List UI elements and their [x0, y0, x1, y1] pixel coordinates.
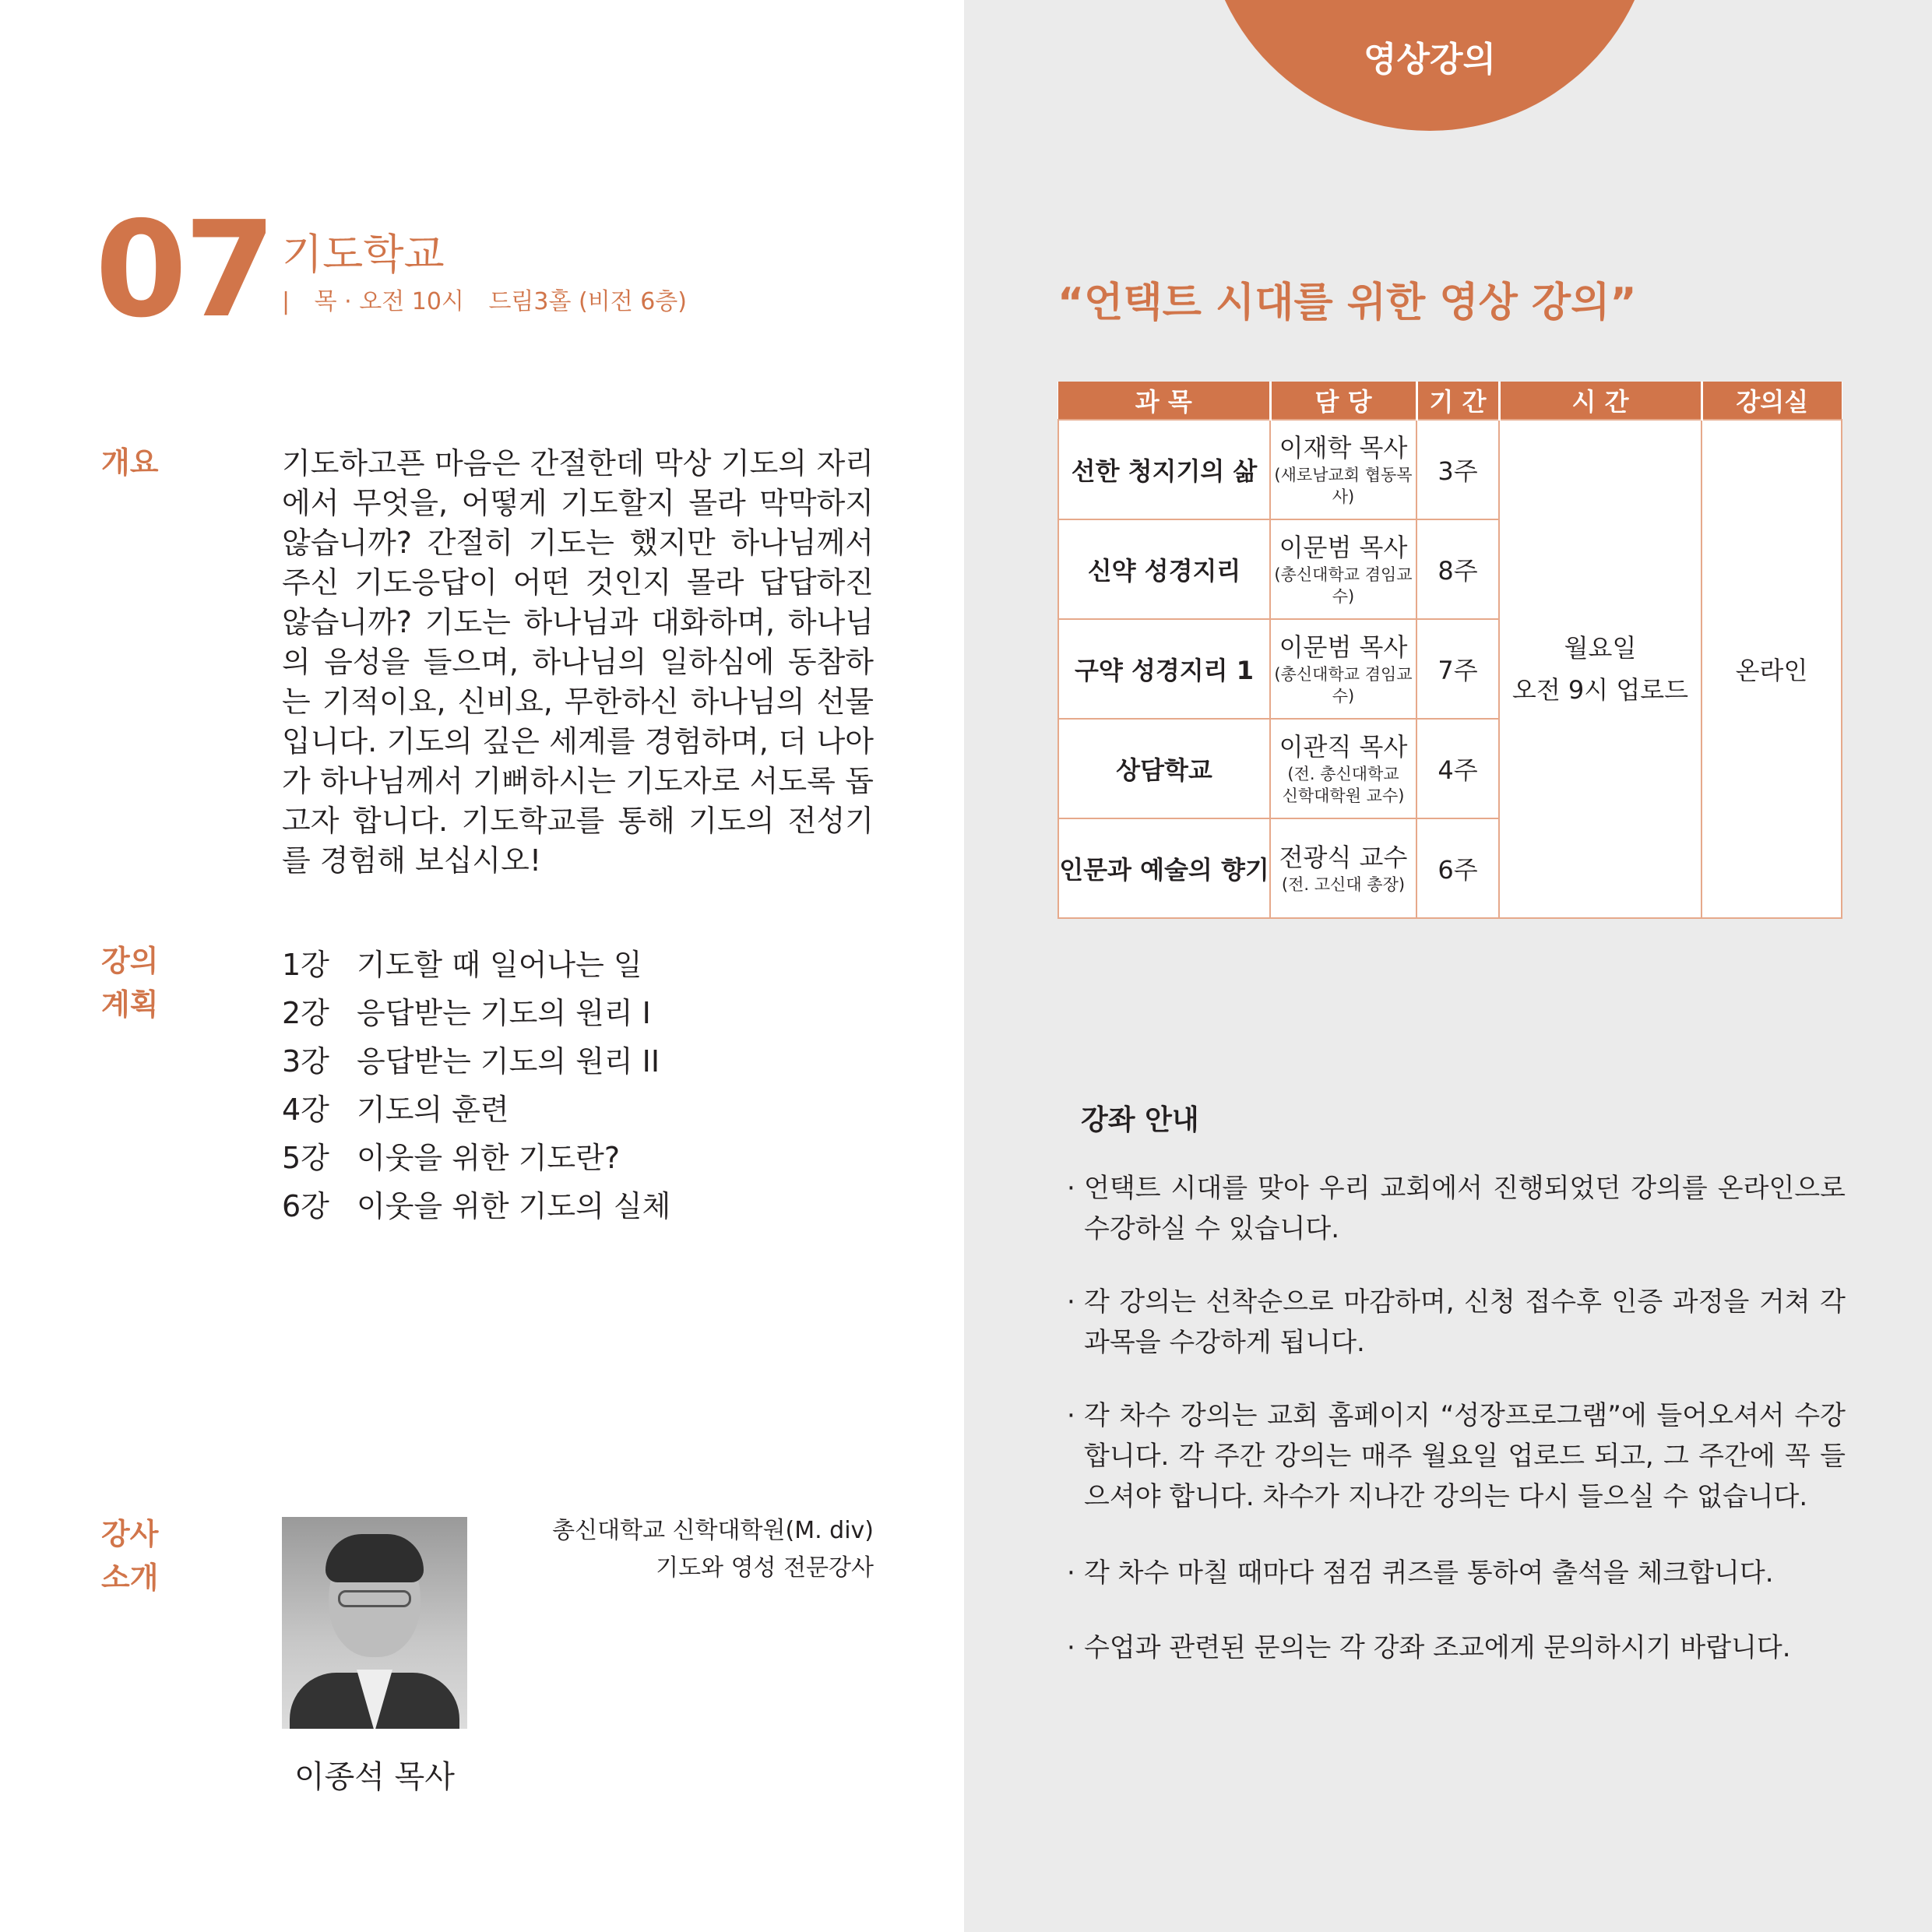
list-item: 6강 이웃을 위한 기도의 실체 — [282, 1189, 671, 1223]
instructor-bio: 총신대학교 신학대학원(M. div) 기도와 영성 전문강사 — [552, 1517, 874, 1582]
table-header-row — [1058, 382, 1842, 420]
overview-label: 개요 — [101, 445, 159, 480]
header-room: 강의실 — [1701, 382, 1842, 420]
table-row: 선한 청지기의 삶 이재학 목사 (새로남교회 협동목사) 3주 월요일 오전 9시 업로드 온라인 — [1058, 420, 1842, 519]
separator-bar: | — [282, 288, 290, 315]
section-quote: “언택트 시대를 위한 영상 강의” — [1057, 280, 1637, 326]
course-title: 기도학교 — [282, 230, 445, 279]
course-number: 07 — [95, 193, 273, 347]
instructor-photo — [282, 1517, 467, 1729]
right-page — [964, 0, 1932, 1932]
schedule-place: 드림3홀 (비전 6층) — [488, 288, 687, 315]
list-item: · 각 차수 강의는 교회 홈페이지 “성장프로그램”에 들어오셔서 수강합니다. 각 주간 강의는 매주 월요일 업로드 되고, 그 주간에 꼭 들으셔야 합니다. 차수가 지나간 강의는 다시 들으실 수 없습니다. — [1067, 1395, 1846, 1517]
header-period: 기 간 — [1416, 382, 1499, 420]
list-item: 5강 이웃을 위한 기도란? — [282, 1141, 620, 1175]
overview-text: 기도하고픈 마음은 간절한데 막상 기도의 자리에서 무엇을, 어떻게 기도할지 몰라 막막하지 않습니까? 간절히 기도는 했지만 하나님께서 주신 기도응답이 어떤 것인지 몰라 답답하진 않습니까? 기도는 하나님과 대화하며, 하나님의 음성을 들으며, 하나님의 일하심에 동참하는 기적이요, 신비요, 무한하신 하나님의 선물입니다. 기도의 깊은 세계를 경험하며, 더 나아가 하나님께서 기뻐하시는 기도자로 서도록 돕고자 합니다. 기도학교를 통해 기도의 전성기를 경험해 보십시오! — [282, 446, 874, 878]
list-item: · 각 강의는 선착순으로 마감하며, 신청 접수후 인증 과정을 거쳐 각 과목을 수강하게 됩니다. — [1067, 1282, 1846, 1363]
list-item: 4강 기도의 훈련 — [282, 1093, 509, 1127]
list-item: · 언택트 시대를 맞아 우리 교회에서 진행되었던 강의를 온라인으로 수강하실 수 있습니다. — [1067, 1168, 1846, 1249]
header-time: 시 간 — [1499, 382, 1701, 420]
list-item: 1강 기도할 때 일어나는 일 — [282, 948, 642, 982]
table-row: 구약 성경지리 1 이문범 목사 (총신대학교 겸임교수) 7주 — [1058, 619, 1842, 719]
list-item: · 각 차수 마칠 때마다 점검 퀴즈를 통하여 출석을 체크합니다. — [1067, 1553, 1846, 1593]
time-cell: 월요일 오전 9시 업로드 — [1499, 420, 1701, 918]
instructor-label: 강사 소개 — [101, 1517, 159, 1595]
list-item: 3강 응답받는 기도의 원리 II — [282, 1044, 660, 1079]
schedule-time: 목 · 오전 10시 — [314, 288, 464, 315]
table-row: 신약 성경지리 이문범 목사 (총신대학교 겸임교수) 8주 — [1058, 519, 1842, 619]
lecture-plan-list — [282, 941, 670, 1230]
info-title: 강좌 안내 — [1081, 1104, 1199, 1136]
section-tab-label: 영상강의 — [1363, 40, 1496, 79]
instructor-name: 이종석 목사 — [294, 1759, 455, 1795]
course-schedule — [282, 282, 704, 316]
left-page — [0, 0, 964, 1932]
plan-label: 강의 계획 — [101, 944, 159, 1022]
section-tab-circle — [1204, 0, 1656, 131]
header-subject: 과 목 — [1058, 382, 1270, 420]
list-item: 2강 응답받는 기도의 원리 I — [282, 996, 651, 1030]
course-table — [1057, 382, 1842, 919]
header-instructor: 담 당 — [1270, 382, 1416, 420]
table-row: 상담학교 이관직 목사 (전. 총신대학교 신학대학원 교수) 4주 — [1058, 719, 1842, 818]
room-cell: 온라인 — [1701, 420, 1842, 918]
list-item: · 수업과 관련된 문의는 각 강좌 조교에게 문의하시기 바랍니다. — [1067, 1628, 1846, 1668]
table-row: 인문과 예술의 향기 전광식 교수 (전. 고신대 총장) 6주 — [1058, 818, 1842, 918]
